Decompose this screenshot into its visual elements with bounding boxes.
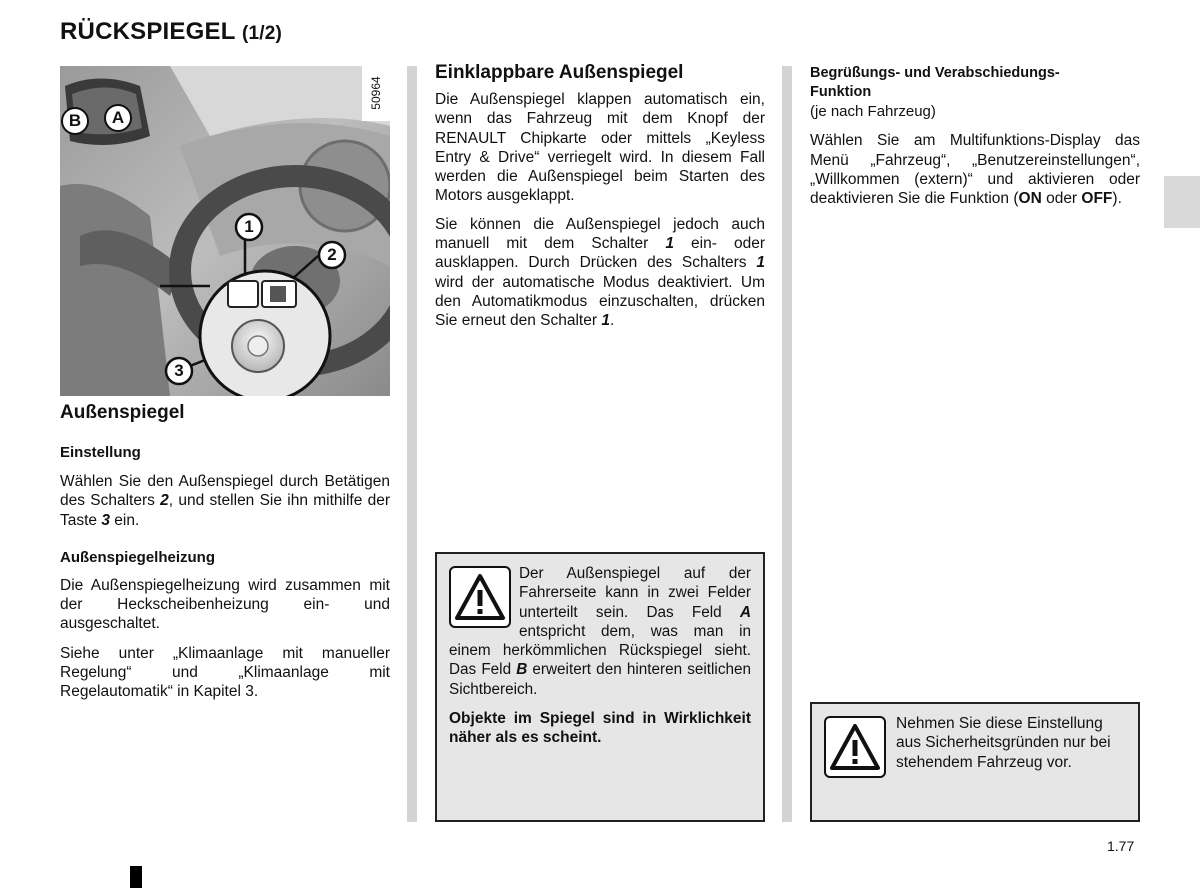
page-number: 1.77 <box>1107 838 1135 854</box>
left-column <box>60 402 390 702</box>
section-heading-welcome: Begrüßungs- und Verabschiedungs-Funktion <box>810 65 1060 100</box>
figure-reference-number: 50964 <box>369 76 383 110</box>
callout-2: 2 <box>327 245 337 264</box>
off-label: OFF <box>1081 190 1113 208</box>
warning-bold-text: Objekte im Spiegel sind in Wirklichkeit näher als es scheint. <box>449 710 751 747</box>
switch-ref: 1 <box>756 254 765 272</box>
text-span: Wählen Sie am Multifunktions-Display das Menü „Fahrzeug“, „Benutzereinstellungen“, „Willkommen (extern)“ und aktivieren oder deaktivieren Sie die Funktion ( <box>810 132 1140 208</box>
paragraph-einstellung <box>60 472 390 530</box>
page-title <box>60 18 282 46</box>
column-separator-right <box>782 66 792 822</box>
warning-text-stationary: Nehmen Sie diese Einstellung aus Sicherheitsgründen nur bei stehendem Fahrzeug vor. <box>896 715 1111 771</box>
right-column <box>810 64 1140 208</box>
middle-column <box>435 62 765 331</box>
paragraph-automatic-fold: Die Außenspiegel klappen automatisch ein, wenn das Fahrzeug mit dem Knopf der RENAULT Chipkarte oder mittels „Keyless Entry & Drive“ verriegelt wird. In diesem Fall werden die Außenspiegel beim Starten des Motors ausgeklappt. <box>435 91 765 205</box>
text-span: Wählen Sie den Außenspiegel durch Betätigen des Schalters <box>60 473 390 510</box>
title-main: RÜCKSPIEGEL <box>60 18 236 45</box>
chapter-tab <box>1164 176 1200 228</box>
column-separator-left <box>407 66 417 822</box>
paragraph-welcome-function <box>810 131 1140 208</box>
button-ref: 3 <box>101 511 110 529</box>
callout-3: 3 <box>174 361 184 380</box>
callout-a: A <box>111 108 125 127</box>
text-span: oder <box>1041 190 1082 208</box>
switch-ref: 2 <box>160 492 169 510</box>
text-span: Der Außenspiegel auf der Fahrerseite kann in zwei Felder unterteilt sein. Das Feld <box>519 565 751 621</box>
warning-triangle-icon <box>824 716 886 778</box>
warning-box-stationary <box>810 702 1140 822</box>
text-span: ein- oder ausklappen. Durch Drücken des Schalters <box>435 235 766 272</box>
switch-ref: 1 <box>665 235 674 253</box>
warning-triangle-icon <box>449 566 511 628</box>
crop-mark <box>130 866 142 888</box>
callout-b: B <box>68 111 82 130</box>
text-span: entspricht dem, was man in einem herkömmlichen Rückspiegel sieht. Das Feld <box>449 622 751 679</box>
subheading-heizung: Außenspiegelheizung <box>60 548 216 566</box>
text-span: ). <box>1112 190 1122 208</box>
figure-mirror-controls <box>60 66 390 396</box>
text-span: , und stellen Sie ihn mithilfe der Taste <box>60 492 390 529</box>
paragraph-klimaanlage-ref: Siehe unter „Klimaanlage mit manueller Regelung“ und „Klimaanlage mit Regelautomatik“ in Kapitel 3. <box>60 644 390 701</box>
text-span: erweitert den hinteren seitlichen Sichtbereich. <box>449 661 751 698</box>
text-span: Sie können die Außenspiegel jedoch auch manuell mit dem Schalter <box>435 215 765 253</box>
text-span: . <box>609 312 615 330</box>
switch-ref: 1 <box>601 312 610 330</box>
title-suffix: (1/2) <box>242 23 283 44</box>
field-ref: A <box>739 603 751 621</box>
field-ref: B <box>516 661 528 679</box>
warning-box-mirror-fields <box>435 552 765 822</box>
callout-1: 1 <box>244 217 254 236</box>
paragraph-heizung: Die Außenspiegelheizung wird zusammen mit der Heckscheibenheizung ein- und ausgeschaltet. <box>60 576 390 633</box>
text-span: ein. <box>109 511 140 529</box>
text-span: wird der automatische Modus deaktiviert. Um den Automatikmodus einzuschalten, drücken Sie erneut den Schalter <box>435 273 765 330</box>
subheading-einstellung: Einstellung <box>60 444 141 461</box>
on-label: ON <box>1018 190 1042 208</box>
paragraph-manual-fold <box>435 215 765 331</box>
section-heading-einklappbar: Einklappbare Außenspiegel <box>435 62 684 83</box>
availability-note: (je nach Fahrzeug) <box>810 103 936 120</box>
section-heading-aussenspiegel: Außenspiegel <box>60 402 185 423</box>
